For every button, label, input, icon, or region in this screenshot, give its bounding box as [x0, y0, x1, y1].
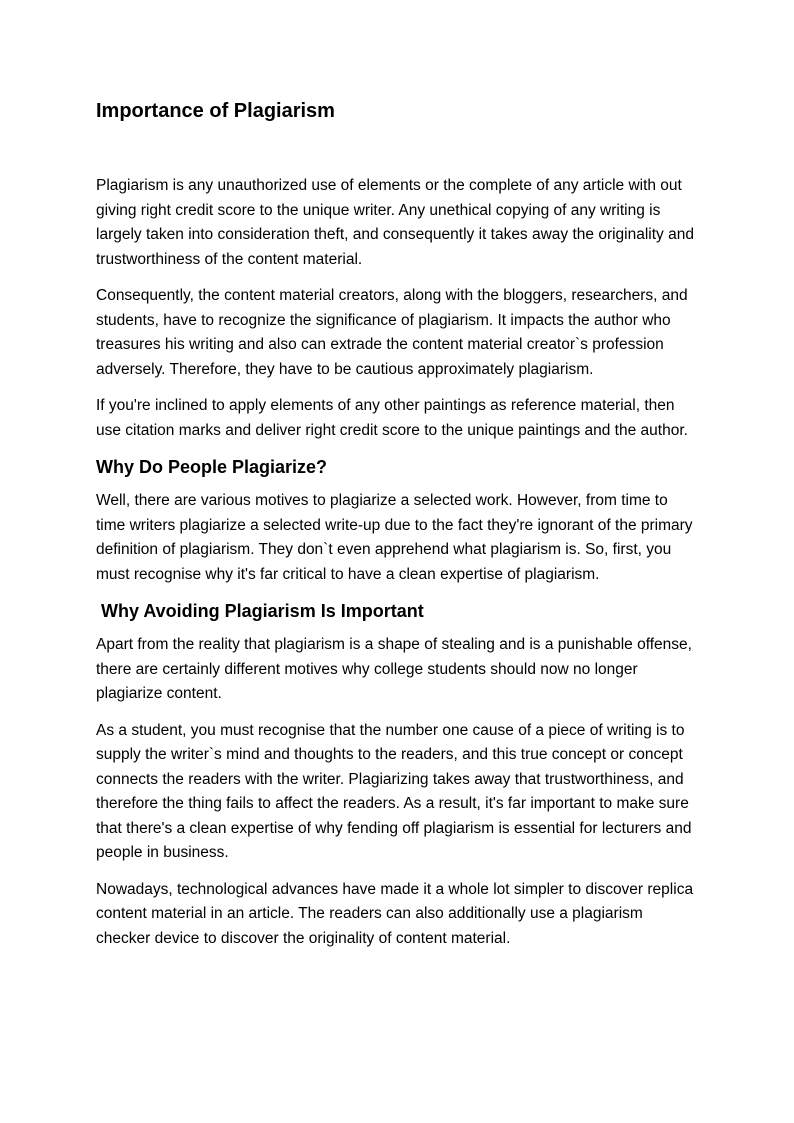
section1-paragraph-1: Well, there are various motives to plagiarize a selected work. However, from time to time writers plagiarize a selected write-up due to the fact they're ignorant of the primary definition of plagiarism. They don`t even apprehend what plagiarism is. So, first, you must recognise why it's far critical to have a clean expertise of plagiarism. [96, 492, 693, 583]
section2-paragraph-1: Apart from the reality that plagiarism is a shape of stealing and is a punishable offense, there are certainly different motives why college students should now no longer plagiarize content. [96, 636, 692, 702]
section-heading-why-plagiarize: Why Do People Plagiarize? [96, 457, 328, 477]
intro-paragraph-2: Consequently, the content material creators, along with the bloggers, researchers, and students, have to recognize the significance of plagiarism. It impacts the author who treasures his writing and also can extrade the content material creator`s profession adversely. Therefore, they have to be cautious approximately plagiarism. [96, 287, 688, 378]
section2-paragraph-2: As a student, you must recognise that the number one cause of a piece of writing is to supply the writer`s mind and thoughts to the readers, and this true concept or concept connects the readers with the writer. Plagiarizing takes away that trustworthiness, and therefore the thing fails to affect the readers. As a result, it's far important to make sure that there's a clean expertise of why fending off plagiarism is essential for lecturers and people in business. [96, 721, 692, 861]
intro-paragraph-3: If you're inclined to apply elements of any other paintings as reference material, then use citation marks and deliver right credit score to the unique paintings and the author. [96, 397, 688, 439]
intro-paragraph-1: Plagiarism is any unauthorized use of elements or the complete of any article with out giving right credit score to the unique writer. Any unethical copying of any writing is largely taken into consideration theft, and consequently it takes away the originality and trustworthiness of the content material. [96, 177, 694, 268]
document-body [96, 174, 700, 963]
section-heading-why-avoid: Why Avoiding Plagiarism Is Important [96, 601, 424, 621]
section2-paragraph-3: Nowadays, technological advances have made it a whole lot simpler to discover replica content material in an article. The readers can also additionally use a plagiarism checker device to discover the originality of content material. [96, 880, 694, 947]
document-title: Importance of Plagiarism [96, 100, 335, 122]
